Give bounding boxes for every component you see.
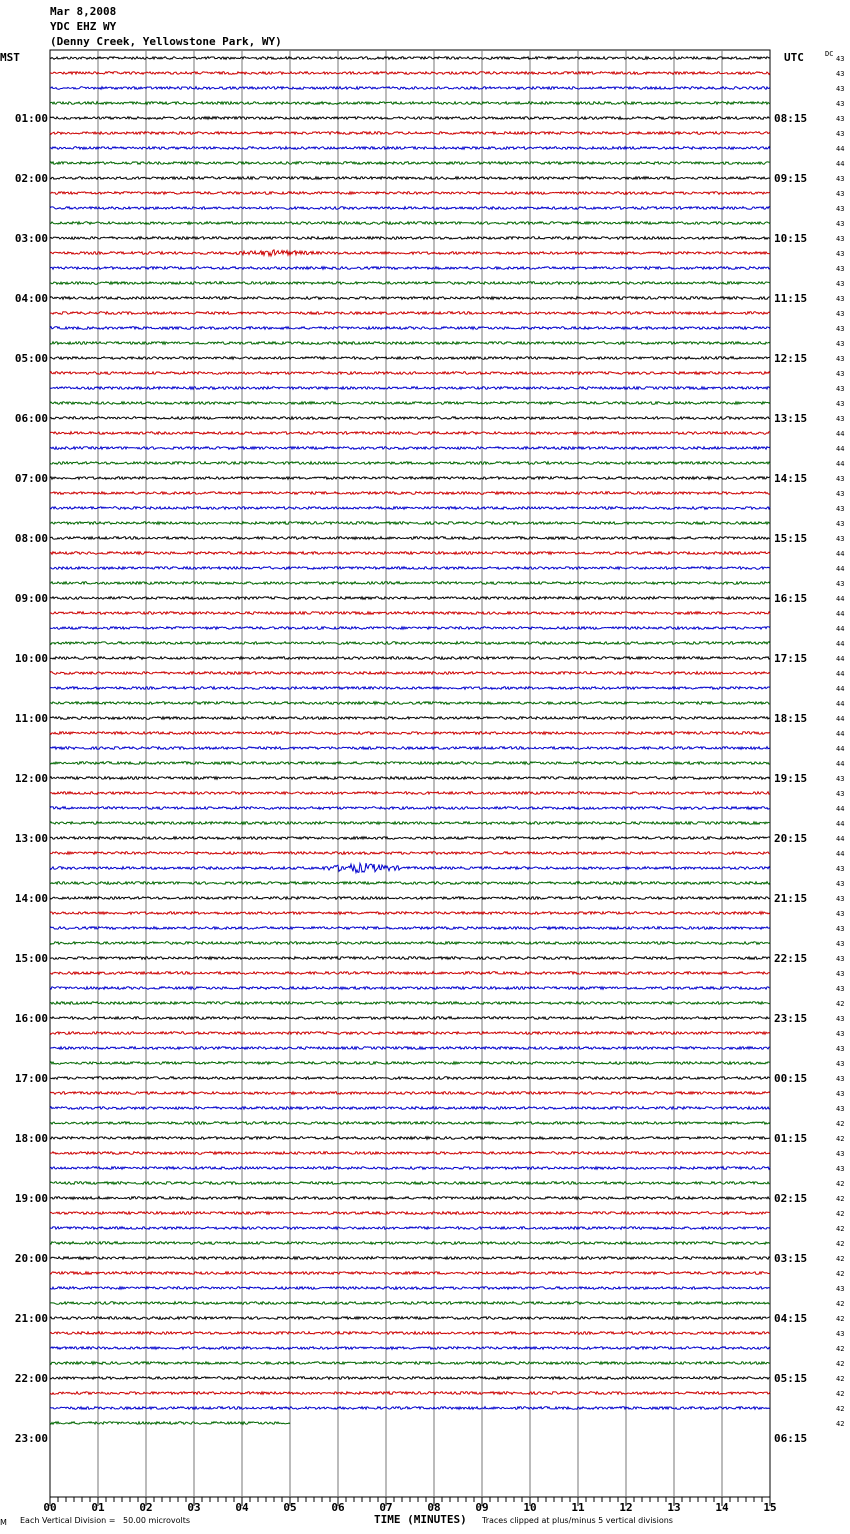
x-tick-label: 15 — [763, 1501, 777, 1514]
x-axis — [43, 1497, 776, 1514]
mst-hour-label: 19:00 — [14, 1192, 48, 1205]
seismic-trace — [50, 1332, 770, 1335]
mst-hour-label: 07:00 — [14, 472, 48, 485]
utc-hour-label: 06:15 — [774, 1432, 808, 1445]
utc-hour-label: 13:15 — [774, 412, 808, 425]
utc-hour-label: 10:15 — [774, 232, 808, 245]
dc-offset-label: 44 — [836, 670, 845, 678]
dc-offset-label: 42 — [836, 1210, 845, 1218]
dc-offset-label: 44 — [836, 595, 845, 603]
seismic-trace — [50, 552, 770, 555]
dc-offset-labels — [836, 55, 844, 1428]
corner-mark: M — [0, 1518, 7, 1527]
dc-offset-label: 42 — [836, 1195, 845, 1203]
x-tick-label: 03 — [187, 1501, 201, 1514]
seismic-trace — [50, 567, 770, 570]
seismic-trace — [50, 897, 770, 900]
dc-offset-label: 43 — [836, 505, 845, 513]
seismic-trace — [50, 1272, 770, 1275]
mst-hour-label: 09:00 — [14, 592, 48, 605]
mst-hour-label: 22:00 — [14, 1372, 48, 1385]
dc-offset-label: 42 — [836, 1375, 845, 1383]
mst-hour-label: 10:00 — [14, 652, 48, 665]
right-timezone-label: UTC — [784, 51, 804, 64]
dc-offset-label: 43 — [836, 775, 845, 783]
mst-hour-label: 08:00 — [14, 532, 48, 545]
dc-offset-label: 42 — [836, 1135, 845, 1143]
utc-hour-label: 05:15 — [774, 1372, 808, 1385]
dc-offset-label: 43 — [836, 1075, 845, 1083]
dc-offset-label: 43 — [836, 235, 845, 243]
utc-hour-label: 02:15 — [774, 1192, 808, 1205]
dc-offset-label: 43 — [836, 1165, 845, 1173]
utc-hour-label: 00:15 — [774, 1072, 808, 1085]
seismic-trace — [50, 942, 770, 945]
dc-offset-label: 43 — [836, 1285, 845, 1293]
dc-offset-label: 44 — [836, 745, 845, 753]
seismic-trace — [50, 117, 770, 120]
station-location: (Denny Creek, Yellowstone Park, WY) — [50, 35, 282, 48]
mst-hour-label: 13:00 — [14, 832, 48, 845]
dc-offset-label: 43 — [836, 1150, 845, 1158]
seismic-trace — [50, 642, 770, 645]
seismic-trace — [50, 1212, 770, 1215]
dc-offset-label: 43 — [836, 100, 845, 108]
dc-offset-label: 43 — [836, 475, 845, 483]
dc-offset-label: 43 — [836, 340, 845, 348]
dc-offset-label: 44 — [836, 145, 845, 153]
dc-offset-label: 42 — [836, 1225, 845, 1233]
dc-offset-label: 44 — [836, 550, 845, 558]
utc-hour-label: 09:15 — [774, 172, 808, 185]
dc-offset-label: 43 — [836, 490, 845, 498]
left-timezone-label: MST — [0, 51, 20, 64]
scale-note: Each Vertical Division = 50.00 microvolts — [20, 1516, 191, 1525]
utc-hour-label: 16:15 — [774, 592, 808, 605]
x-tick-label: 02 — [139, 1501, 153, 1514]
x-tick-label: 05 — [283, 1501, 297, 1514]
seismic-trace — [50, 87, 770, 90]
utc-hour-label: 03:15 — [774, 1252, 808, 1265]
dc-offset-label: 43 — [836, 955, 845, 963]
seismic-trace — [50, 462, 770, 465]
dc-offset-label: 43 — [836, 1030, 845, 1038]
x-tick-label: 08 — [427, 1501, 441, 1514]
seismic-trace — [50, 1032, 770, 1035]
dc-offset-label: 43 — [836, 910, 845, 918]
dc-offset-label: 42 — [836, 1315, 845, 1323]
seismic-trace — [50, 1317, 770, 1320]
seismic-trace — [50, 747, 770, 750]
mst-hour-label: 14:00 — [14, 892, 48, 905]
dc-offset-label: 43 — [836, 940, 845, 948]
seismic-trace — [50, 687, 770, 690]
dc-offset-label: 42 — [836, 1240, 845, 1248]
utc-hour-label: 20:15 — [774, 832, 808, 845]
record-date: Mar 8,2008 — [50, 5, 117, 18]
seismic-trace — [50, 1242, 770, 1245]
utc-hour-label: 04:15 — [774, 1312, 808, 1325]
dc-offset-label: 43 — [836, 895, 845, 903]
dc-offset-label: 43 — [836, 1105, 845, 1113]
seismic-trace — [50, 447, 770, 450]
seismic-trace — [50, 1077, 770, 1080]
seismic-trace — [50, 807, 770, 810]
dc-offset-label: 43 — [836, 1330, 845, 1338]
dc-offset-label: 44 — [836, 160, 845, 168]
seismic-trace — [50, 432, 770, 435]
utc-hour-label: 21:15 — [774, 892, 808, 905]
seismic-trace — [50, 282, 770, 285]
seismic-trace — [50, 1287, 770, 1290]
dc-offset-label: 44 — [836, 655, 845, 663]
seismic-trace — [50, 762, 770, 765]
dc-offset-label: 43 — [836, 400, 845, 408]
seismic-trace — [50, 912, 770, 915]
mst-hour-label: 16:00 — [14, 1012, 48, 1025]
seismic-trace — [50, 237, 770, 240]
dc-offset-label: 44 — [836, 685, 845, 693]
dc-offset-label: 42 — [836, 1120, 845, 1128]
seismic-trace — [50, 1092, 770, 1095]
mst-hour-label: 17:00 — [14, 1072, 48, 1085]
seismic-trace — [50, 147, 770, 150]
dc-offset-label: 43 — [836, 205, 845, 213]
dc-offset-label: 43 — [836, 1060, 845, 1068]
seismic-trace — [50, 1017, 770, 1020]
utc-hour-label: 14:15 — [774, 472, 808, 485]
seismic-trace — [50, 342, 770, 345]
mst-hour-label: 11:00 — [14, 712, 48, 725]
x-tick-label: 11 — [571, 1501, 585, 1514]
dc-offset-label: 43 — [836, 535, 845, 543]
seismic-trace — [50, 177, 770, 180]
seismic-trace — [50, 927, 770, 930]
seismic-trace — [50, 492, 770, 495]
utc-hour-labels — [774, 112, 807, 1445]
dc-offset-label: 43 — [836, 355, 845, 363]
seismic-trace — [50, 597, 770, 600]
seismic-trace — [50, 507, 770, 510]
seismic-trace — [50, 702, 770, 705]
seismic-trace — [50, 357, 770, 360]
dc-offset-label: 43 — [836, 265, 845, 273]
utc-hour-label: 17:15 — [774, 652, 808, 665]
seismic-trace — [50, 1302, 770, 1305]
dc-offset-label: 44 — [836, 445, 845, 453]
dc-offset-label: 43 — [836, 385, 845, 393]
dc-offset-label: 42 — [836, 1255, 845, 1263]
seismic-trace — [50, 1197, 770, 1200]
dc-offset-label: 43 — [836, 1090, 845, 1098]
seismic-trace — [50, 822, 770, 825]
x-axis-title: TIME (MINUTES) — [374, 1513, 467, 1526]
seismic-trace — [50, 1377, 770, 1380]
seismic-trace — [50, 717, 770, 720]
dc-offset-label: 42 — [836, 1345, 845, 1353]
dc-header-label: DC — [825, 50, 834, 58]
seismic-trace — [50, 417, 770, 420]
mst-hour-label: 15:00 — [14, 952, 48, 965]
seismic-trace — [50, 72, 770, 75]
station-code: YDC EHZ WY — [50, 20, 117, 33]
dc-offset-label: 44 — [836, 835, 845, 843]
dc-offset-label: 43 — [836, 130, 845, 138]
mst-hour-label: 20:00 — [14, 1252, 48, 1265]
x-tick-label: 09 — [475, 1501, 489, 1514]
utc-hour-label: 22:15 — [774, 952, 808, 965]
dc-offset-label: 43 — [836, 220, 845, 228]
x-tick-label: 14 — [715, 1501, 729, 1514]
mst-hour-label: 23:00 — [14, 1432, 48, 1445]
seismic-trace — [50, 57, 770, 60]
x-tick-label: 13 — [667, 1501, 681, 1514]
dc-offset-label: 42 — [836, 1390, 845, 1398]
dc-offset-label: 43 — [836, 1015, 845, 1023]
mst-hour-label: 06:00 — [14, 412, 48, 425]
seismic-trace — [50, 522, 770, 525]
mst-hour-label: 02:00 — [14, 172, 48, 185]
seismic-trace — [50, 1047, 770, 1050]
seismic-trace — [50, 1227, 770, 1230]
seismic-trace — [50, 102, 770, 105]
dc-offset-label: 43 — [836, 790, 845, 798]
mst-hour-labels — [15, 112, 48, 1445]
mst-hour-label: 03:00 — [14, 232, 48, 245]
seismic-trace — [50, 1137, 770, 1140]
dc-offset-label: 43 — [836, 250, 845, 258]
x-tick-label: 12 — [619, 1501, 633, 1514]
dc-offset-label: 43 — [836, 295, 845, 303]
dc-offset-label: 42 — [836, 1420, 845, 1428]
seismic-trace — [50, 1062, 770, 1065]
seismic-trace — [50, 1182, 770, 1185]
seismic-trace — [50, 837, 770, 840]
utc-hour-label: 01:15 — [774, 1132, 808, 1145]
seismic-trace — [50, 852, 770, 855]
seismic-trace — [50, 612, 770, 615]
x-tick-label: 00 — [43, 1501, 57, 1514]
seismic-trace — [50, 537, 770, 540]
seismic-trace — [50, 132, 770, 135]
mst-hour-label: 05:00 — [14, 352, 48, 365]
seismic-trace — [50, 250, 770, 256]
utc-hour-label: 19:15 — [774, 772, 808, 785]
dc-offset-label: 43 — [836, 580, 845, 588]
seismic-trace — [50, 1107, 770, 1110]
seismic-trace — [50, 627, 770, 630]
dc-offset-label: 42 — [836, 1300, 845, 1308]
dc-offset-label: 42 — [836, 1180, 845, 1188]
seismic-trace — [50, 1122, 770, 1125]
seismic-trace — [50, 387, 770, 390]
utc-hour-label: 18:15 — [774, 712, 808, 725]
dc-offset-label: 43 — [836, 925, 845, 933]
dc-offset-label: 43 — [836, 280, 845, 288]
dc-offset-label: 44 — [836, 460, 845, 468]
seismic-trace — [50, 777, 770, 780]
seismic-trace — [50, 792, 770, 795]
dc-offset-label: 42 — [836, 1000, 845, 1008]
dc-offset-label: 44 — [836, 430, 845, 438]
dc-offset-label: 43 — [836, 310, 845, 318]
dc-offset-label: 44 — [836, 730, 845, 738]
dc-offset-label: 43 — [836, 520, 845, 528]
dc-offset-label: 43 — [836, 85, 845, 93]
seismic-trace — [50, 657, 770, 660]
seismic-trace — [50, 957, 770, 960]
dc-offset-label: 43 — [836, 175, 845, 183]
dc-offset-label: 44 — [836, 850, 845, 858]
seismic-trace — [50, 162, 770, 165]
seismic-trace — [50, 972, 770, 975]
dc-offset-label: 43 — [836, 970, 845, 978]
dc-offset-label: 44 — [836, 715, 845, 723]
dc-offset-label: 43 — [836, 985, 845, 993]
seismic-trace — [50, 402, 770, 405]
x-tick-label: 07 — [379, 1501, 393, 1514]
utc-hour-label: 15:15 — [774, 532, 808, 545]
dc-offset-label: 43 — [836, 115, 845, 123]
seismic-trace — [50, 582, 770, 585]
seismic-trace — [50, 1407, 770, 1410]
dc-offset-label: 44 — [836, 820, 845, 828]
dc-offset-label: 43 — [836, 880, 845, 888]
seismic-trace — [50, 882, 770, 885]
clip-note: Traces clipped at plus/minus 5 vertical divisions — [482, 1516, 673, 1525]
seismic-trace — [50, 192, 770, 195]
seismic-trace — [50, 1257, 770, 1260]
mst-hour-label: 04:00 — [14, 292, 48, 305]
seismic-trace — [50, 1392, 770, 1395]
dc-offset-label: 42 — [836, 1360, 845, 1368]
utc-hour-label: 12:15 — [774, 352, 808, 365]
dc-offset-label: 44 — [836, 760, 845, 768]
seismic-trace — [50, 1002, 770, 1005]
utc-hour-label: 11:15 — [774, 292, 808, 305]
x-tick-label: 06 — [331, 1501, 345, 1514]
seismic-trace — [50, 672, 770, 675]
seismic-trace — [50, 1347, 770, 1350]
seismic-trace — [50, 297, 770, 300]
dc-offset-label: 43 — [836, 190, 845, 198]
seismic-trace — [50, 1422, 290, 1425]
seismic-trace — [50, 372, 770, 375]
seismic-trace — [50, 207, 770, 210]
dc-offset-label: 43 — [836, 55, 845, 63]
dc-offset-label: 44 — [836, 625, 845, 633]
utc-hour-label: 08:15 — [774, 112, 808, 125]
seismic-trace — [50, 1362, 770, 1365]
mst-hour-label: 21:00 — [14, 1312, 48, 1325]
dc-offset-label: 43 — [836, 865, 845, 873]
x-tick-label: 01 — [91, 1501, 105, 1514]
seismic-trace — [50, 267, 770, 270]
trace-group — [50, 57, 770, 1425]
dc-offset-label: 44 — [836, 700, 845, 708]
seismic-trace — [50, 312, 770, 315]
seismic-trace — [50, 222, 770, 225]
dc-offset-label: 42 — [836, 1270, 845, 1278]
seismic-trace — [50, 732, 770, 735]
dc-offset-label: 42 — [836, 1405, 845, 1413]
seismic-trace — [50, 1167, 770, 1170]
seismic-trace — [50, 477, 770, 480]
x-tick-label: 10 — [523, 1501, 537, 1514]
mst-hour-label: 18:00 — [14, 1132, 48, 1145]
dc-offset-label: 43 — [836, 370, 845, 378]
mst-hour-label: 01:00 — [14, 112, 48, 125]
seismic-trace — [50, 327, 770, 330]
mst-hour-label: 12:00 — [14, 772, 48, 785]
dc-offset-label: 43 — [836, 70, 845, 78]
seismic-trace — [50, 1152, 770, 1155]
x-tick-label: 04 — [235, 1501, 249, 1514]
dc-offset-label: 44 — [836, 565, 845, 573]
seismic-trace — [50, 987, 770, 990]
dc-offset-label: 43 — [836, 325, 845, 333]
dc-offset-label: 44 — [836, 640, 845, 648]
dc-offset-label: 43 — [836, 415, 845, 423]
seismic-trace — [50, 863, 770, 873]
dc-offset-label: 44 — [836, 805, 845, 813]
utc-hour-label: 23:15 — [774, 1012, 808, 1025]
dc-offset-label: 44 — [836, 610, 845, 618]
dc-offset-label: 43 — [836, 1045, 845, 1053]
